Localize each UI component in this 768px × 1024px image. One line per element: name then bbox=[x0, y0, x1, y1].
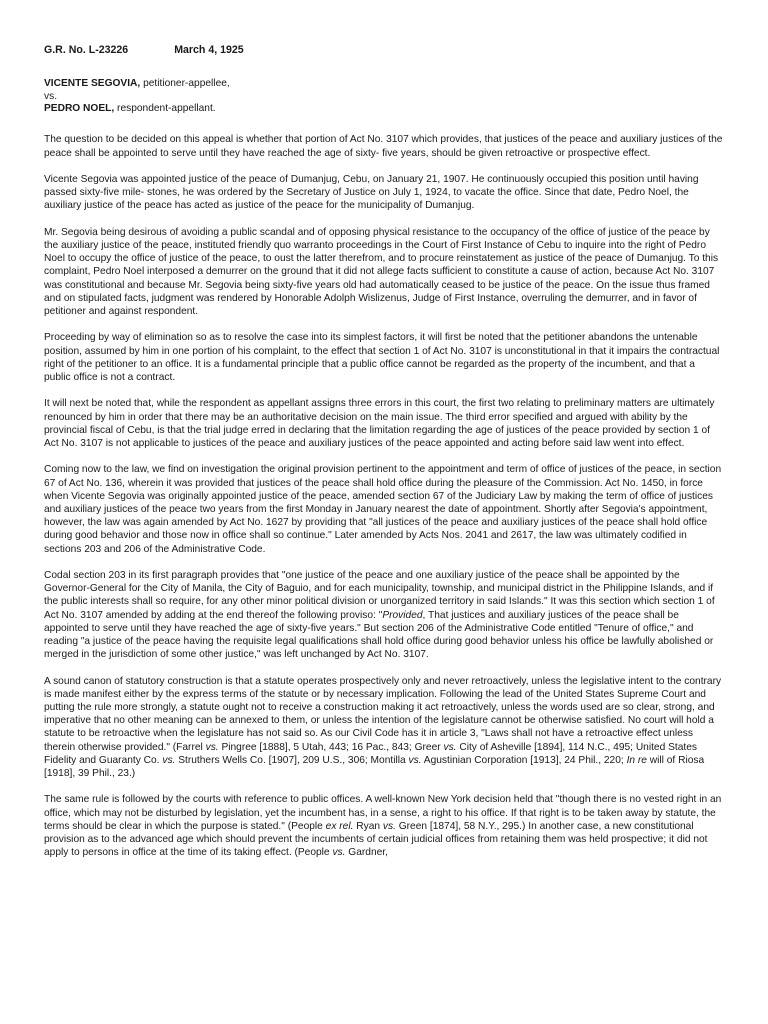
paragraph-8-text-f: will of Riosa [1918], 39 Phil., 23.) bbox=[44, 754, 705, 780]
paragraph-5: It will next be noted that, while the respondent as appellant assigns three errors in this court, the first two relating to preliminary matters are ultimately renounced by him in order that there may be an authoritative decision on the main issue. The third error specified and argued with ability by the provincial fiscal of Cebu, is that the trial judge erred in declaring that the limitation regarding the age of justices of the peace provided by section 1 of Act No. 3107 is not applicable to justices of the peace and auxiliary justices of the peace appointed and acting before said law went into effect. bbox=[44, 398, 715, 450]
paragraph-8 bbox=[44, 675, 724, 781]
paragraph-9-vs-1: vs. bbox=[382, 820, 396, 832]
case-header bbox=[44, 44, 724, 57]
paragraph-8-in-re: In re bbox=[626, 754, 647, 766]
petitioner-role: petitioner-appellee, bbox=[143, 78, 230, 90]
paragraph-8-text-a: A sound canon of statutory construction is that a statute operates prospectively only and never retroactively, unless the legislative intent to the contrary is made manifest either by the express terms of the statute or by necessary implication. Following the lead of the United States Supreme Court and putting the rule more strongly, a statute ought not to receive a construction making it act retroactively, unless the words used are so clear, strong, and imperative that no other meaning can be annexed to them, or unless the intention of the legislature cannot be otherwise satisfied. No court will hold a statute to be retroactive when the legislature has not said so. As our Civil Code has it in article 3, "Laws shall not have a retroactive effect unless therein otherwise provided." (Farrel bbox=[44, 675, 722, 753]
respondent-name: PEDRO NOEL, bbox=[44, 103, 115, 115]
document-page bbox=[44, 44, 724, 873]
paragraph-8-text-b: Pingree [1888], 5 Utah, 443; 16 Pac., 843; Greer bbox=[218, 741, 444, 753]
paragraph-6: Coming now to the law, we find on investigation the original provision pertinent to the appointment and term of office of justices of the peace, in section 67 of Act No. 136, wherein it was provided that justices of the peace shall hold office during the pleasure of the Commission. Act No. 1450, in force when Vicente Segovia was originally appointed justice of the peace, amended section 67 of the Judiciary Law by making the term of office of justices and auxiliary justices of the peace two years from the first Monday in January nearest the date of appointment. Shortly after Segovia's appointment, however, the law was again amended by Act No. 1627 by providing that "all justices of the peace and auxiliary justices of the peace shall hold office during good behavior and those now in office shall so continue." Later amended by Acts Nos. 2041 and 2617, the law was ultimately codified in sections 203 and 206 of the Administrative Code. bbox=[44, 464, 722, 555]
versus-line: vs. bbox=[44, 90, 58, 102]
paragraph-7-italic: Provided bbox=[382, 609, 423, 621]
paragraph-9-text-a: The same rule is followed by the courts with reference to public offices. A well-known New York decision held that "though there is no vested right in an office, which may not be disturbed by legislation, yet the incumbent has, in a sense, a right to his office. If that right is to be taken away by statute, the terms should be clear in which the purpose is stated." (People bbox=[44, 794, 722, 832]
paragraph-8-text-c: City of Asheville [1894], 114 N.C., 495; United States Fidelity and Guaranty Co. bbox=[44, 741, 697, 766]
paragraph-8-vs-1: vs. bbox=[205, 741, 219, 753]
paragraph-1: The question to be decided on this appeal is whether that portion of Act No. 3107 which provides, that justices of the peace and auxiliary justices of the peace shall be appointed to serve until they have reached the age of sixty- five years, should be given retroactive or prospective effect. bbox=[44, 134, 723, 159]
paragraph-7-text-a: Codal section 203 in its first paragraph provides that "one justice of the peace and one auxiliary justice of the peace shall be appointed by the Governor-General for the City of Manila, the City of Baguio, and for each municipality, township, and municipal district in the Philippine Islands, and if the public interests shall so require, for any other minor political division or unorganized territory in said Islands." It was this section which section 1 of Act No. 3107 amended by adding at the end thereof the following proviso: " bbox=[44, 570, 715, 621]
case-parties bbox=[44, 78, 724, 115]
decision-date: March 4, 1925 bbox=[174, 44, 244, 56]
paragraph-3: Mr. Segovia being desirous of avoiding a public scandal and of opposing physical resistance to the occupancy of the office of justice of the peace by the auxiliary justice of the peace, instituted friendly quo warranto proceedings in the Court of First Instance of Cebu to inquire into the right of Pedro Noel to occupy the office of justice of the peace, to oust the latter therefrom, and to procure reinstatement as justice of the peace of Dumanjug. To this complaint, Pedro Noel interposed a demurrer on the ground that it did not allege facts sufficient to constitute a cause of action, because Act No. 3107 was constitutional and because Mr. Segovia being sixty-five years old had automatically ceased to be justice of the peace. On the issue thus framed and on stipulated facts, judgment was rendered by Honorable Adolph Wislizenus, Judge of First Instance, overruling the demurrer, and in favor of petitioner and against respondent. bbox=[44, 226, 719, 318]
paragraph-9-text-c: Green [1874], 58 N.Y., 295.) In another case, a new constitutional provision as to the advanced age which should prevent the incumbents of certain judicial offices from retaining them was held prospective; it did not apply to persons in office at the time of its taking effect. (People bbox=[44, 820, 708, 859]
paragraph-7-text-b: , That justices and auxiliary justices of the peace shall be appointed to serve until they have reached the age of sixty-five years." But section 206 of the Administrative Code entitled "Tenure of office," and reading "a justice of the peace having the requisite legal qualifications shall hold office during good behavior unless his office be lawfully abolished or merged in the jurisdiction of some other justice," was left unchanged by Act No. 3107. bbox=[44, 609, 714, 661]
respondent-line bbox=[44, 103, 724, 115]
paragraph-8-vs-3: vs. bbox=[162, 754, 176, 766]
paragraph-8-vs-4: vs. bbox=[408, 754, 422, 766]
petitioner-line bbox=[44, 78, 724, 90]
paragraph-8-vs-2: vs. bbox=[443, 741, 457, 753]
paragraph-8-text-e: Agustinian Corporation [1913], 24 Phil., 220; bbox=[421, 754, 627, 766]
paragraph-9-text-b: Ryan bbox=[353, 820, 383, 832]
paragraph-9-vs-2: vs. bbox=[332, 847, 346, 859]
petitioner-name: VICENTE SEGOVIA, bbox=[44, 78, 141, 90]
respondent-role: respondent-appellant. bbox=[117, 103, 216, 115]
paragraph-8-text-d: Struthers Wells Co. [1907], 209 U.S., 306; Montilla bbox=[175, 754, 409, 766]
paragraph-9 bbox=[44, 793, 724, 859]
paragraph-2: Vicente Segovia was appointed justice of the peace of Dumanjug, Cebu, on January 21, 1907. He continuously occupied this position until having passed sixty-five mile- stones, he was ordered by the Secretary of Justice on July 1, 1924, to vacate the office. Since that date, Pedro Noel, the auxiliary justice of the peace has acted as justice of the peace for the municipality of Dumanjug. bbox=[44, 174, 699, 212]
paragraph-4: Proceeding by way of elimination so as to resolve the case into its simplest factors, it will first be noted that the petitioner abandons the untenable position, assumed by him in one portion of his complaint, to the effect that section 1 of Act No. 3107 is unconstitutional in that it impairs the contractual right of the petitioner to an office. It is a fundamental principle that a public office cannot be regarded as the property of the incumbent, and that a public office is not a contract. bbox=[44, 332, 720, 384]
paragraph-9-ex-rel: ex rel. bbox=[325, 820, 354, 832]
paragraph-9-text-d: Gardner, bbox=[345, 847, 388, 859]
paragraph-7 bbox=[44, 569, 724, 661]
case-number: G.R. No. L-23226 bbox=[44, 44, 129, 56]
